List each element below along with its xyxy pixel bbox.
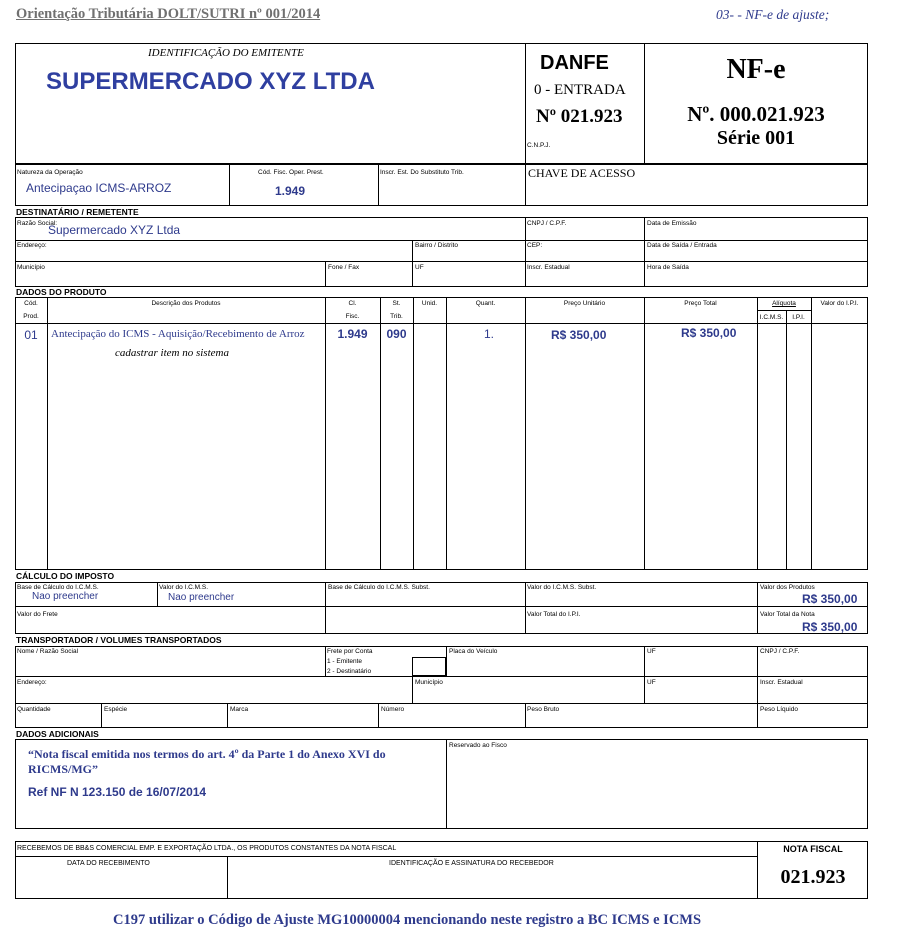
valor-icms-label: Valor do I.C.M.S. [159,584,209,591]
frete-opcao-2: 2 - Destinatário [327,668,372,675]
col-preco-total: Preço Total [684,300,717,307]
quantidade-label: Quantidade [17,706,51,713]
frete-conta-label: Frete por Conta [327,648,373,655]
transp-nome-label: Nome / Razão Social [17,648,79,655]
transp-municipio-label: Município [415,679,443,686]
col-st: St. [392,300,401,307]
razao-label: Razão Social: [17,220,58,227]
col-trib: Trib. [390,313,403,320]
transp-uf-label: UF [647,648,656,655]
destinatario-section: DESTINATÁRIO / REMETENTE [16,207,139,217]
nfe-numero: Nº. 000.021.923 [687,102,825,126]
adicionais-texto-1: “Nota fiscal emitida nos termos do art. 4º da Parte 1 do Anexo XVI do [28,747,386,761]
cfop-label: Cód. Fisc. Oper. Prest. [258,169,324,176]
base-st-label: Base de Cálculo do I.C.M.S. Subst. [328,584,430,591]
danfe-title: DANFE [540,52,609,74]
adicionais-texto-2: RICMS/MG” [28,762,98,776]
footer-note: C197 utilizar o Código de Ajuste MG10000004 mencionando neste registro a BC ICMS e ICMS [113,912,702,928]
emissao-label: Data de Emissão [647,220,697,227]
row-descricao: Antecipação do ICMS - Aquisição/Recebimento de Arroz [51,328,305,340]
danfe-tipo: 0 - ENTRADA [534,82,626,98]
col-aliquota: Alíquota [772,300,796,307]
fisco-label: Reservado ao Fisco [449,742,507,749]
data-recebimento-label: DATA DO RECEBIMENTO [67,860,150,867]
municipio-label: Município [17,264,45,271]
base-icms-value: Nao preencher [32,591,99,602]
produto-note: cadastrar item no sistema [115,347,229,359]
col-ipi: I.P.I. [792,314,805,321]
valor-icms-value: Nao preencher [168,592,235,603]
document-subtitle: 03- - NF-e de ajuste; [716,7,830,22]
transp-endereco-label: Endereço: [17,679,47,686]
row-cod: 01 [24,328,38,342]
hora-saida-label: Hora de Saída [647,264,689,271]
chave-acesso-label: CHAVE DE ACESSO [528,166,636,180]
endereco-label: Endereço: [17,242,47,249]
transportador-section: TRANSPORTADOR / VOLUMES TRANSPORTADOS [16,635,222,645]
col-unid: Unid. [421,300,438,307]
dest-cnpj-label: CNPJ / C.P.F. [527,220,567,227]
especie-label: Espécie [104,706,128,713]
cep-label: CEP: [527,242,543,249]
razao-value: Supermercado XYZ Ltda [48,223,181,237]
transp-insc-label: Inscr. Estadual [760,679,803,686]
row-st: 090 [386,327,407,341]
transp-uf2-label: UF [647,679,656,686]
nfe-title: NF-e [726,54,786,85]
placa-label: Placa do Veículo [449,648,498,655]
total-ipi-label: Valor Total do I.P.I. [527,611,581,618]
danfe-numero: Nº 021.923 [536,106,623,127]
col-cl: Cl. [348,300,357,307]
col-cod: Cód. [24,300,38,307]
frete-opcao-1: 1 - Emitente [327,658,363,665]
transp-cnpj-label: CNPJ / C.P.F. [760,648,800,655]
adicionais-section: DADOS ADICIONAIS [16,729,99,739]
saida-label: Data de Saída / Entrada [647,242,717,249]
nota-fiscal-label: NOTA FISCAL [783,844,843,854]
total-nota-value: R$ 350,00 [802,620,858,634]
natureza-label: Natureza da Operação [17,169,83,176]
frete-checkbox[interactable] [412,657,446,676]
valor-st-label: Valor do I.C.M.S. Subst. [527,584,597,591]
bairro-label: Bairro / Distrito [415,242,458,249]
fone-label: Fone / Fax [328,264,360,271]
frete-label: Valor do Frete [17,611,58,618]
valor-produtos-value: R$ 350,00 [802,592,858,606]
col-descricao: Descrição dos Produtos [151,300,221,307]
imposto-section: CÁLCULO DO IMPOSTO [16,571,115,581]
document-title: Orientação Tributária DOLT/SUTRI nº 001/2014 [16,6,321,22]
row-quant: 1. [483,327,494,341]
assinatura-label: IDENTIFICAÇÃO E ASSINATURA DO RECEBEDOR [389,860,554,867]
adicionais-ref: Ref NF N 123.150 de 16/07/2014 [28,785,207,799]
emitente-name: SUPERMERCADO XYZ LTDA [46,68,375,95]
col-quant: Quant. [475,300,496,307]
base-icms-label: Base de Cálculo do I.C.M.S. [17,584,99,591]
total-nota-label: Valor Total da Nota [760,611,815,618]
danfe-cnpj-label: C.N.P.J. [527,142,551,149]
col-fisc: Fisc. [345,313,360,320]
col-prod: Prod. [23,313,39,320]
valor-produtos-label: Valor dos Produtos [760,584,815,591]
uf-label: UF [415,264,424,271]
row-preco-total: R$ 350,00 [681,326,737,340]
nfe-serie: Série 001 [716,127,796,149]
peso-liquido-label: Peso Líquido [760,706,798,713]
emitente-label: IDENTIFICAÇÃO DO EMITENTE [148,47,304,59]
marca-label: Marca [230,706,249,713]
cfop-value: 1.949 [275,184,306,198]
col-preco-unit: Preço Unitário [563,300,606,307]
nota-fiscal-numero: 021.923 [780,866,846,888]
row-preco-unit: R$ 350,00 [551,328,607,342]
col-valor-ipi: Valor do I.P.I. [820,300,859,307]
natureza-value: Antecipaçao ICMS-ARROZ [26,181,172,195]
row-cl: 1.949 [337,327,368,341]
numero-label: Número [381,706,405,713]
insc-st-label: Inscr. Est. Do Substituto Trib. [380,169,464,176]
recibo-texto: RECEBEMOS DE BB&S COMERCIAL EMP. E EXPORTAÇÃO LTDA., OS PRODUTOS CONSTANTES DA NOTA FISCAL [17,845,397,852]
insc-estadual-label: Inscr. Estadual [527,264,570,271]
peso-bruto-label: Peso Bruto [527,706,560,713]
produtos-section: DADOS DO PRODUTO [16,287,107,297]
col-icms: I.C.M.S. [759,314,784,321]
